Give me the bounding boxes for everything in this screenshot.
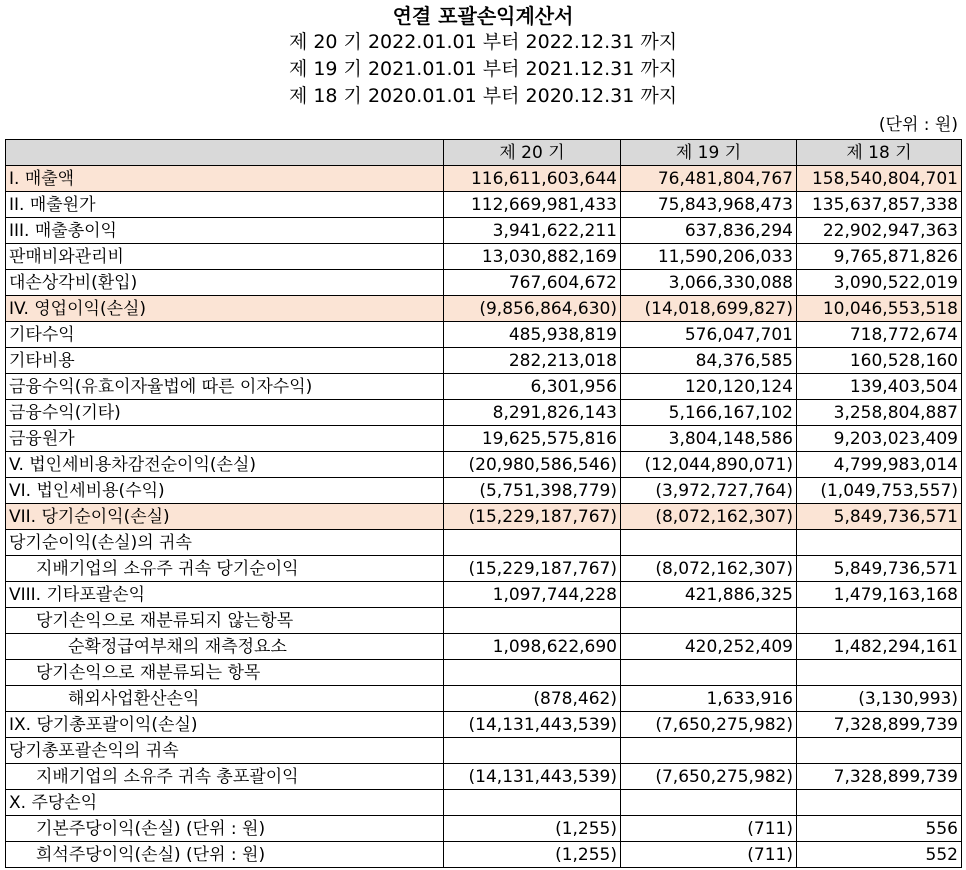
table-row bbox=[6, 244, 962, 270]
value-fy20: 1,098,622,690 bbox=[444, 634, 621, 660]
table-row bbox=[6, 400, 962, 426]
value-fy18: 135,637,857,338 bbox=[797, 192, 962, 218]
value-fy18: (1,049,753,557) bbox=[797, 478, 962, 504]
row-label: 당기손익으로 재분류되지 않는항목 bbox=[6, 608, 444, 634]
table-row bbox=[6, 556, 962, 582]
value-fy19: 421,886,325 bbox=[621, 582, 797, 608]
row-label: 당기총포괄손익의 귀속 bbox=[6, 738, 444, 764]
value-fy18 bbox=[797, 738, 962, 764]
unit-label: (단위 : 원) bbox=[878, 115, 958, 135]
table-row bbox=[6, 816, 962, 842]
row-label: 판매비와관리비 bbox=[6, 244, 444, 270]
value-fy19: (711) bbox=[621, 842, 797, 868]
table-row bbox=[6, 504, 962, 530]
value-fy20: 6,301,956 bbox=[444, 374, 621, 400]
value-fy19: (7,650,275,982) bbox=[621, 764, 797, 790]
row-label: X. 주당손익 bbox=[6, 790, 444, 816]
row-label: 지배기업의 소유주 귀속 총포괄이익 bbox=[6, 764, 444, 790]
row-label: 지배기업의 소유주 귀속 당기순이익 bbox=[6, 556, 444, 582]
value-fy18: 4,799,983,014 bbox=[797, 452, 962, 478]
table-row bbox=[6, 608, 962, 634]
row-label: V. 법인세비용차감전순이익(손실) bbox=[6, 452, 444, 478]
income-statement-table bbox=[5, 139, 962, 868]
value-fy19: (7,650,275,982) bbox=[621, 712, 797, 738]
row-label: IV. 영업이익(손실) bbox=[6, 296, 444, 322]
value-fy19: 11,590,206,033 bbox=[621, 244, 797, 270]
row-label: VII. 당기순이익(손실) bbox=[6, 504, 444, 530]
row-label: 당기순이익(손실)의 귀속 bbox=[6, 530, 444, 556]
value-fy19: 576,047,701 bbox=[621, 322, 797, 348]
value-fy20 bbox=[444, 608, 621, 634]
value-fy19: 1,633,916 bbox=[621, 686, 797, 712]
value-fy19: 84,376,585 bbox=[621, 348, 797, 374]
table-header-row bbox=[6, 140, 962, 166]
value-fy19 bbox=[621, 660, 797, 686]
period-line-18: 제 18 기 2020.01.01 부터 2020.12.31 까지 bbox=[288, 85, 678, 107]
value-fy20: 112,669,981,433 bbox=[444, 192, 621, 218]
table-row bbox=[6, 582, 962, 608]
value-fy19: (3,972,727,764) bbox=[621, 478, 797, 504]
table-body bbox=[6, 166, 962, 868]
value-fy18: 7,328,899,739 bbox=[797, 764, 962, 790]
statement-header bbox=[0, 0, 966, 138]
table-row bbox=[6, 166, 962, 192]
row-label: VI. 법인세비용(수익) bbox=[6, 478, 444, 504]
row-label: 해외사업환산손익 bbox=[6, 686, 444, 712]
table-row bbox=[6, 218, 962, 244]
table-row bbox=[6, 738, 962, 764]
header-label-cell bbox=[6, 140, 444, 166]
table-row bbox=[6, 348, 962, 374]
header-fy18: 제 18 기 bbox=[797, 140, 962, 166]
row-label: 금융원가 bbox=[6, 426, 444, 452]
value-fy19: 3,804,148,586 bbox=[621, 426, 797, 452]
value-fy20: (1,255) bbox=[444, 842, 621, 868]
table-row bbox=[6, 686, 962, 712]
value-fy20: (1,255) bbox=[444, 816, 621, 842]
row-label: 당기손익으로 재분류되는 항목 bbox=[6, 660, 444, 686]
row-label: 희석주당이익(손실) (단위 : 원) bbox=[6, 842, 444, 868]
value-fy19: 76,481,804,767 bbox=[621, 166, 797, 192]
value-fy19: (14,018,699,827) bbox=[621, 296, 797, 322]
value-fy18 bbox=[797, 530, 962, 556]
table-row bbox=[6, 764, 962, 790]
value-fy20 bbox=[444, 790, 621, 816]
value-fy19: (8,072,162,307) bbox=[621, 504, 797, 530]
value-fy20: (15,229,187,767) bbox=[444, 556, 621, 582]
value-fy18 bbox=[797, 790, 962, 816]
value-fy20: 116,611,603,644 bbox=[444, 166, 621, 192]
value-fy18: 1,482,294,161 bbox=[797, 634, 962, 660]
value-fy20: 485,938,819 bbox=[444, 322, 621, 348]
value-fy20: 8,291,826,143 bbox=[444, 400, 621, 426]
value-fy19: (12,044,890,071) bbox=[621, 452, 797, 478]
value-fy18 bbox=[797, 660, 962, 686]
value-fy18: 160,528,160 bbox=[797, 348, 962, 374]
value-fy19: 420,252,409 bbox=[621, 634, 797, 660]
table-row bbox=[6, 478, 962, 504]
value-fy18: (3,130,993) bbox=[797, 686, 962, 712]
header-fy20: 제 20 기 bbox=[444, 140, 621, 166]
table-row bbox=[6, 712, 962, 738]
value-fy19 bbox=[621, 790, 797, 816]
value-fy20: (9,856,864,630) bbox=[444, 296, 621, 322]
value-fy19: 120,120,124 bbox=[621, 374, 797, 400]
row-label: 금융수익(유효이자율법에 따른 이자수익) bbox=[6, 374, 444, 400]
header-fy19: 제 19 기 bbox=[621, 140, 797, 166]
value-fy20: 1,097,744,228 bbox=[444, 582, 621, 608]
value-fy18: 7,328,899,739 bbox=[797, 712, 962, 738]
value-fy18: 1,479,163,168 bbox=[797, 582, 962, 608]
value-fy18: 139,403,504 bbox=[797, 374, 962, 400]
row-label: IX. 당기총포괄이익(손실) bbox=[6, 712, 444, 738]
value-fy19: (8,072,162,307) bbox=[621, 556, 797, 582]
row-label: III. 매출총이익 bbox=[6, 218, 444, 244]
value-fy20 bbox=[444, 530, 621, 556]
value-fy18 bbox=[797, 608, 962, 634]
value-fy18: 552 bbox=[797, 842, 962, 868]
value-fy18: 9,203,023,409 bbox=[797, 426, 962, 452]
row-label: 기타비용 bbox=[6, 348, 444, 374]
value-fy18: 5,849,736,571 bbox=[797, 556, 962, 582]
row-label: 금융수익(기타) bbox=[6, 400, 444, 426]
row-label: VIII. 기타포괄손익 bbox=[6, 582, 444, 608]
table-row bbox=[6, 426, 962, 452]
value-fy19: 637,836,294 bbox=[621, 218, 797, 244]
value-fy20: 282,213,018 bbox=[444, 348, 621, 374]
table-row bbox=[6, 634, 962, 660]
value-fy18: 3,090,522,019 bbox=[797, 270, 962, 296]
value-fy20: (878,462) bbox=[444, 686, 621, 712]
value-fy18: 556 bbox=[797, 816, 962, 842]
table-row bbox=[6, 790, 962, 816]
row-label: II. 매출원가 bbox=[6, 192, 444, 218]
table-row bbox=[6, 322, 962, 348]
value-fy18: 10,046,553,518 bbox=[797, 296, 962, 322]
row-label: 대손상각비(환입) bbox=[6, 270, 444, 296]
value-fy20: 13,030,882,169 bbox=[444, 244, 621, 270]
value-fy19: 3,066,330,088 bbox=[621, 270, 797, 296]
row-label: I. 매출액 bbox=[6, 166, 444, 192]
value-fy20: (14,131,443,539) bbox=[444, 712, 621, 738]
table-row bbox=[6, 270, 962, 296]
value-fy20: (14,131,443,539) bbox=[444, 764, 621, 790]
value-fy20: (20,980,586,546) bbox=[444, 452, 621, 478]
table-row bbox=[6, 296, 962, 322]
table-row bbox=[6, 842, 962, 868]
table-row bbox=[6, 660, 962, 686]
value-fy20: (5,751,398,779) bbox=[444, 478, 621, 504]
table-row bbox=[6, 452, 962, 478]
value-fy18: 718,772,674 bbox=[797, 322, 962, 348]
value-fy18: 22,902,947,363 bbox=[797, 218, 962, 244]
value-fy20: 3,941,622,211 bbox=[444, 218, 621, 244]
value-fy20: 767,604,672 bbox=[444, 270, 621, 296]
value-fy18: 158,540,804,701 bbox=[797, 166, 962, 192]
value-fy20: 19,625,575,816 bbox=[444, 426, 621, 452]
table-row bbox=[6, 530, 962, 556]
value-fy19: (711) bbox=[621, 816, 797, 842]
value-fy20: (15,229,187,767) bbox=[444, 504, 621, 530]
value-fy18: 5,849,736,571 bbox=[797, 504, 962, 530]
value-fy19 bbox=[621, 530, 797, 556]
period-line-19: 제 19 기 2021.01.01 부터 2021.12.31 까지 bbox=[288, 58, 678, 80]
value-fy18: 3,258,804,887 bbox=[797, 400, 962, 426]
period-line-20: 제 20 기 2022.01.01 부터 2022.12.31 까지 bbox=[288, 31, 678, 53]
value-fy19 bbox=[621, 738, 797, 764]
statement-title: 연결 포괄손익계산서 bbox=[392, 4, 574, 28]
row-label: 순확정급여부채의 재측정요소 bbox=[6, 634, 444, 660]
table-row bbox=[6, 192, 962, 218]
value-fy20 bbox=[444, 738, 621, 764]
value-fy19: 5,166,167,102 bbox=[621, 400, 797, 426]
value-fy18: 9,765,871,826 bbox=[797, 244, 962, 270]
value-fy20 bbox=[444, 660, 621, 686]
value-fy19 bbox=[621, 608, 797, 634]
table-row bbox=[6, 374, 962, 400]
row-label: 기타수익 bbox=[6, 322, 444, 348]
row-label: 기본주당이익(손실) (단위 : 원) bbox=[6, 816, 444, 842]
value-fy19: 75,843,968,473 bbox=[621, 192, 797, 218]
